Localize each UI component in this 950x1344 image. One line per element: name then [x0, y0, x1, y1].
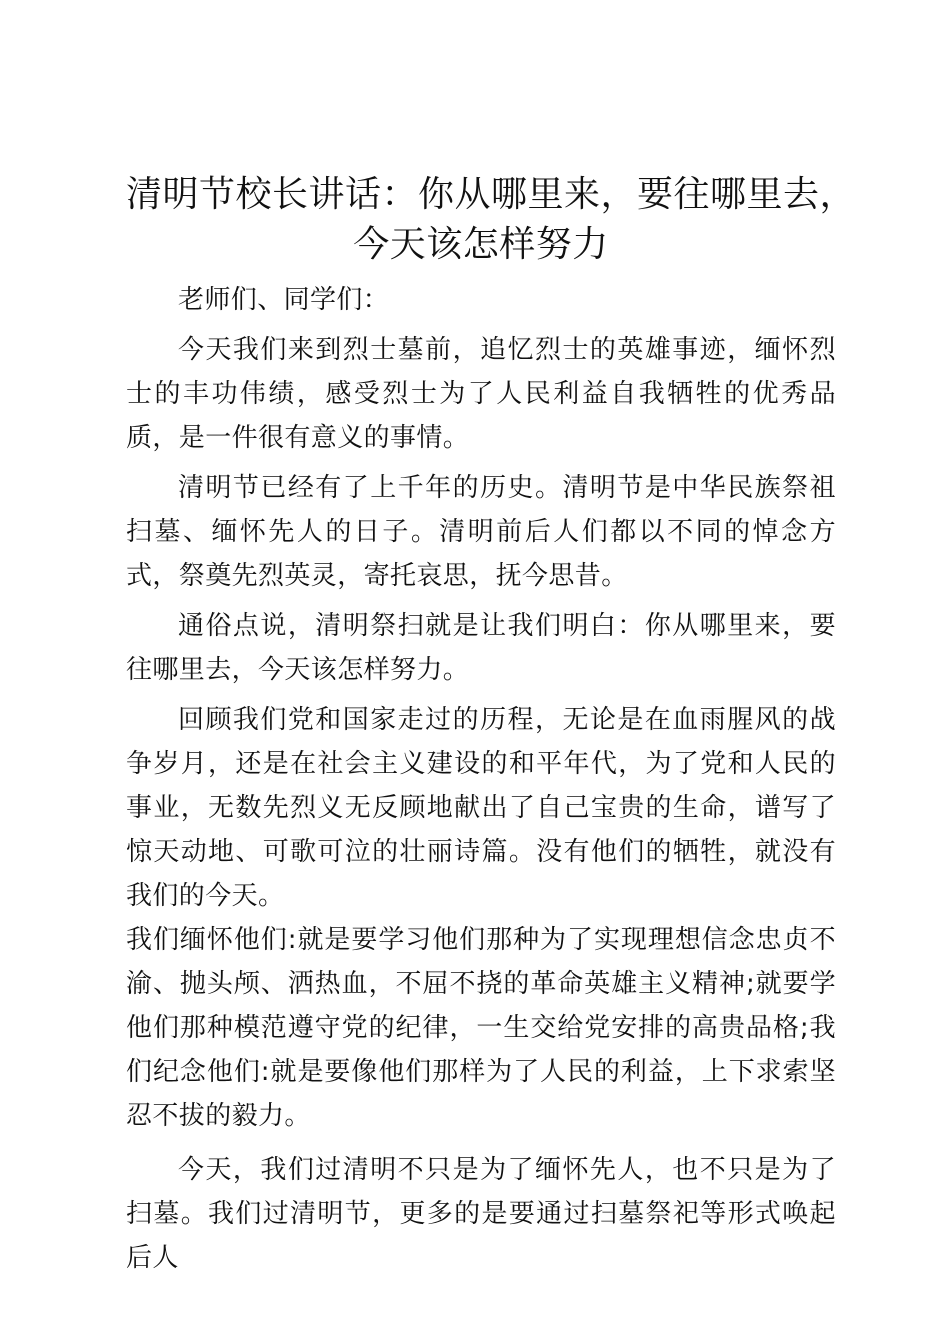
page-title	[126, 170, 857, 270]
paragraph-3: 通俗点说，清明祭扫就是让我们明白：你从哪里来，要往哪里去，今天该怎样努力。	[126, 611, 836, 685]
paragraph-4: 回顾我们党和国家走过的历程，无论是在血雨腥风的战争岁月，还是在社会主义建设的和平年代，为了党和人民的事业，无数先烈义无反顾地献出了自己宝贵的生命，谱写了惊天动地、可歌可泣的壮丽诗篇。没有他们的牺牲，就没有我们的今天。	[126, 705, 836, 911]
paragraph-5: 我们缅怀他们:就是要学习他们那种为了实现理想信念忠贞不渝、抛头颅、洒热血，不屈不挠的革命英雄主义精神;就要学他们那种模范遵守党的纪律，一生交给党安排的高贵品格;我们纪念他们:就是要像他们那样为了人民的利益，上下求索坚忍不拔的毅力。	[126, 925, 836, 1131]
title-line-2: 今天该怎样努力	[353, 224, 609, 265]
paragraph-6: 今天，我们过清明不只是为了缅怀先人，也不只是为了扫墓。我们过清明节，更多的是要通过扫墓祭祀等形式唤起后人	[126, 1155, 836, 1273]
greeting: 老师们、同学们：	[178, 285, 390, 315]
paragraph-2: 清明节已经有了上千年的历史。清明节是中华民族祭祖扫墓、缅怀先人的日子。清明前后人们都以不同的悼念方式，祭奠先烈英灵，寄托哀思，抚今思昔。	[126, 473, 836, 591]
paragraph-1: 今天我们来到烈士墓前，追忆烈士的英雄事迹，缅怀烈士的丰功伟绩，感受烈士为了人民利益自我牺牲的优秀品质，是一件很有意义的事情。	[126, 335, 836, 453]
document-body	[126, 170, 857, 1286]
title-line-1: 清明节校长讲话：你从哪里来，要往哪里去，	[126, 174, 857, 215]
